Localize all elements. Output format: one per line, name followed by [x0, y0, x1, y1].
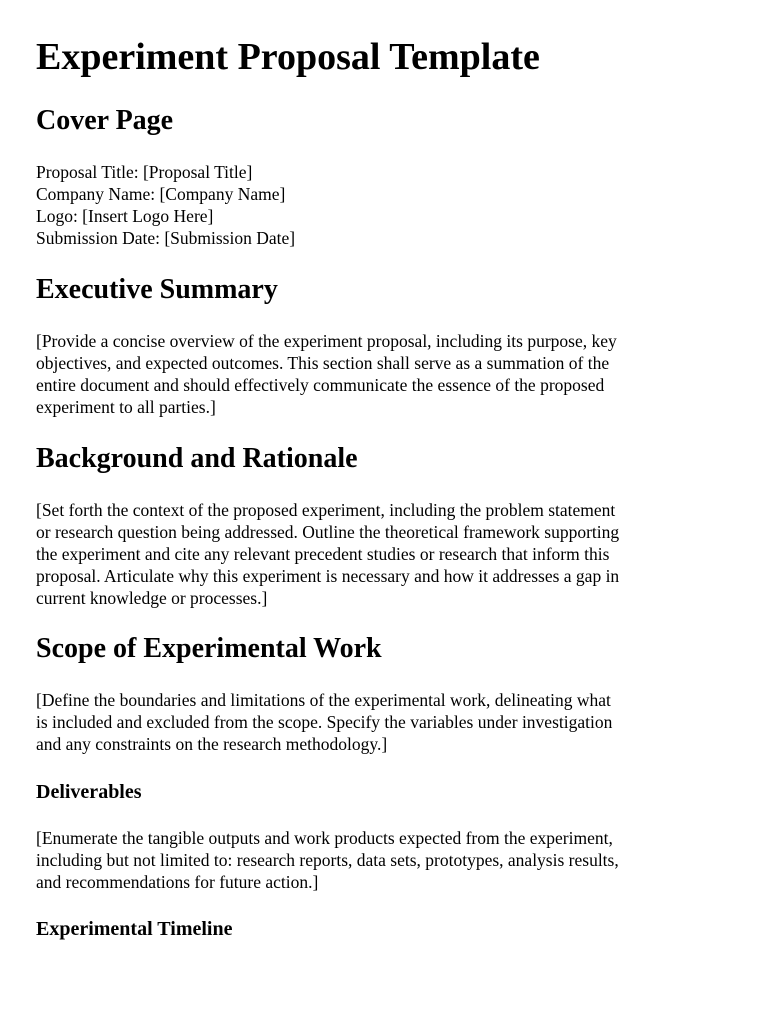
cover-page-heading: Cover Page [36, 105, 174, 136]
timeline-heading: Experimental Timeline [36, 918, 233, 940]
paragraph-line: or research question being addressed. Outline the theoretical framework supporting [36, 522, 620, 542]
paragraph-line: [Enumerate the tangible outputs and work products expected from the experiment, [36, 828, 613, 848]
scope-text [36, 689, 612, 755]
background-heading: Background and Rationale [36, 443, 358, 474]
deliverables-text [36, 827, 619, 893]
paragraph-line: [Set forth the context of the proposed experiment, including the problem statement [36, 500, 616, 520]
paragraph-line: entire document and should effectively communicate the essence of the proposed [36, 375, 605, 395]
paragraph-line: current knowledge or processes.] [36, 588, 268, 608]
paragraph-line: experiment to all parties.] [36, 397, 216, 417]
cover-page-details [36, 161, 295, 249]
logo-line: Logo: [Insert Logo Here] [36, 206, 214, 226]
scope-heading: Scope of Experimental Work [36, 633, 382, 664]
paragraph-line: including but not limited to: research reports, data sets, prototypes, analysis results, [36, 850, 619, 870]
paragraph-line: is included and excluded from the scope. Specify the variables under investigation [36, 712, 613, 732]
paragraph-line: the experiment and cite any relevant precedent studies or research that inform this [36, 544, 610, 564]
executive-summary-heading: Executive Summary [36, 274, 278, 305]
submission-date-line: Submission Date: [Submission Date] [36, 228, 296, 248]
paragraph-line: [Define the boundaries and limitations of the experimental work, delineating what [36, 690, 611, 710]
document-title: Experiment Proposal Template [36, 36, 540, 78]
paragraph-line: objectives, and expected outcomes. This section shall serve as a summation of the [36, 353, 610, 373]
paragraph-line: and recommendations for future action.] [36, 872, 319, 892]
company-name-line: Company Name: [Company Name] [36, 184, 286, 204]
paragraph-line: and any constraints on the research methodology.] [36, 734, 388, 754]
executive-summary-text [36, 330, 617, 418]
paragraph-line: [Provide a concise overview of the experiment proposal, including its purpose, key [36, 331, 617, 351]
background-text [36, 499, 619, 609]
proposal-title-line: Proposal Title: [Proposal Title] [36, 162, 253, 182]
paragraph-line: proposal. Articulate why this experiment is necessary and how it addresses a gap in [36, 566, 620, 586]
deliverables-heading: Deliverables [36, 781, 142, 803]
